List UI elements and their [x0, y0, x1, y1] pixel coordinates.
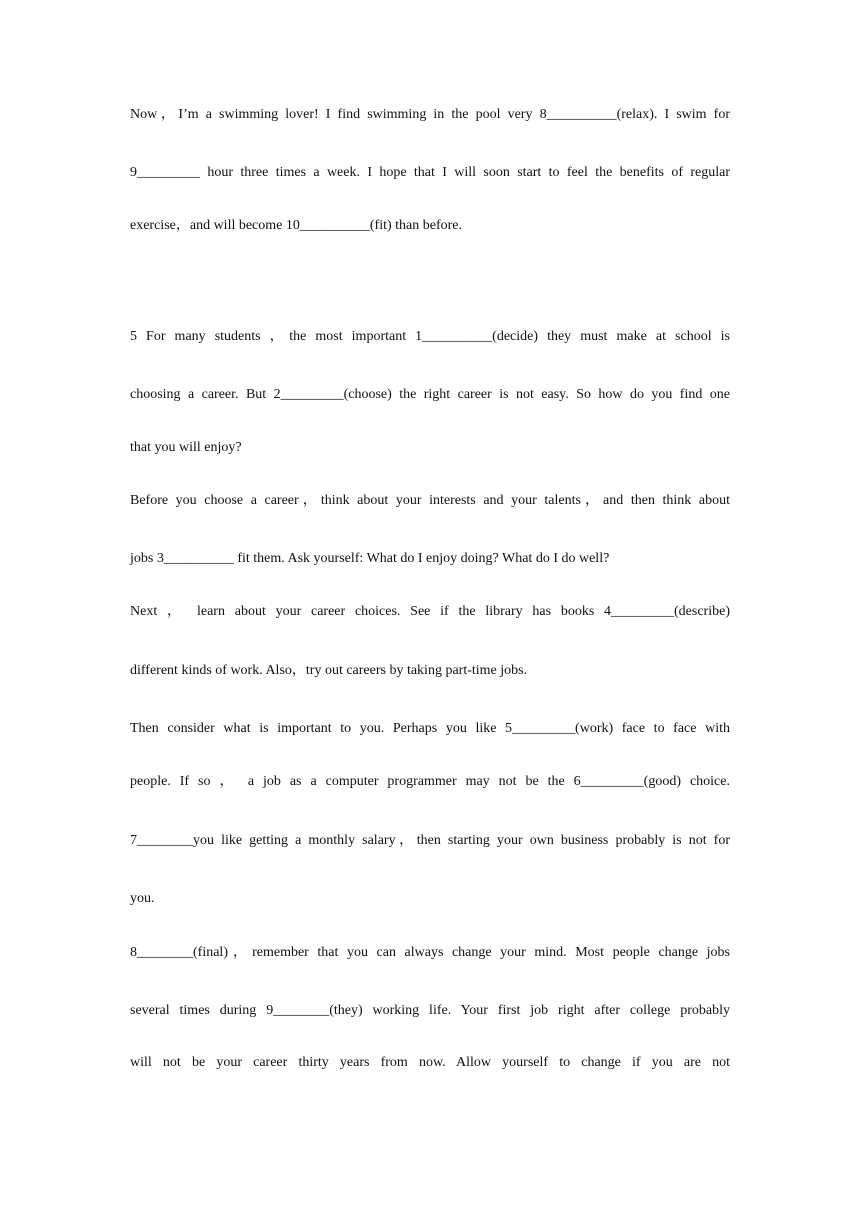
passage-b-line-6: Next ， learn about your career choices. See if the library has books 4_________(describe) — [130, 604, 730, 619]
passage-b-line-9: people. If so ， a job as a computer programmer may not be the 6_________(good) choice. — [130, 774, 730, 789]
passage-b-line-7: different kinds of work. Also，try out careers by taking part-time jobs. — [130, 663, 528, 678]
passage-b-line-12: 8________(final)，remember that you can always change your mind. Most people change jobs — [130, 945, 730, 960]
passage-b-line-8: Then consider what is important to you. Perhaps you like 5_________(work) face to face with — [130, 721, 730, 736]
passage-b-line-1: 5 For many students ，the most important 1__________(decide) they must make at school is — [130, 329, 730, 344]
passage-b-line-5: jobs 3__________ fit them. Ask yourself: What do I enjoy doing? What do I do well? — [130, 551, 610, 566]
passage-b-line-3: that you will enjoy? — [130, 440, 242, 455]
passage-b-line-14: will not be your career thirty years from now. Allow yourself to change if you are not — [130, 1055, 730, 1070]
passage-b-line-13: several times during 9________(they) working life. Your first job right after college probably — [130, 1003, 730, 1018]
passage-b-line-10: 7________you like getting a monthly salary，then starting your own business probably is not for — [130, 833, 730, 848]
passage-a-line-1: Now，I’m a swimming lover! I find swimming in the pool very 8__________(relax). I swim for — [130, 107, 730, 122]
passage-a-line-3: exercise，and will become 10__________(fit) than before. — [130, 218, 463, 233]
passage-b-line-4: Before you choose a career，think about your interests and your talents，and then think about — [130, 493, 730, 508]
passage-b-line-2: choosing a career. But 2_________(choose) the right career is not easy. So how do you find one — [130, 387, 730, 402]
passage-a-line-2: 9_________ hour three times a week. I hope that I will soon start to feel the benefits of regular — [130, 165, 730, 180]
passage-b-line-11: you. — [130, 891, 155, 906]
